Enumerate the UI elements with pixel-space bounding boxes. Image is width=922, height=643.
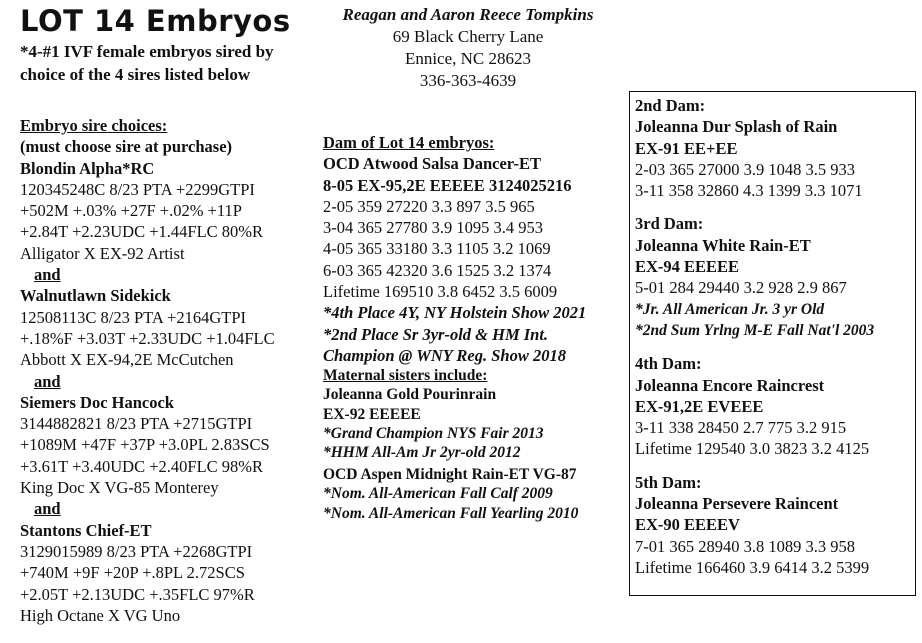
sire-info-line: +.18%F +3.03T +2.33UDC +1.04FLC — [20, 328, 275, 348]
pedigree-classification: EX-91 EE+EE — [635, 138, 738, 158]
sire-name: Stantons Chief-ET — [20, 520, 152, 540]
dam-honor: *2nd Place Sr 3yr-old & HM Int. — [323, 324, 549, 344]
pedigree-heading: 2nd Dam: — [635, 96, 706, 115]
sire-choices-heading: Embryo sire choices: — [20, 116, 168, 135]
dam-classification: 8-05 EX-95,2E EEEEE 3124025216 — [323, 175, 572, 195]
sire-info-line: +2.84T +2.23UDC +1.44FLC 80%R — [20, 222, 264, 242]
pedigree-record: 3-11 358 32860 4.3 1399 3.3 1071 — [635, 181, 863, 201]
sire-name: Siemers Doc Hancock — [20, 392, 174, 412]
sire-info-line: King Doc X VG-85 Monterey — [20, 478, 219, 498]
and-separator: and — [34, 499, 61, 519]
seller-address-line-1: 69 Black Cherry Lane — [392, 27, 544, 46]
pedigree-name: Joleanna Encore Raincrest — [635, 375, 825, 395]
sire-info-line: +1089M +47F +37P +3.0PL 2.83SCS — [20, 435, 270, 455]
maternal-sisters-heading: Maternal sisters include: — [323, 367, 488, 385]
sire-info-line: +740M +9F +20P +.8PL 2.72SCS — [20, 563, 245, 583]
sire-info-line: 3144882821 8/23 PTA +2715GTPI — [20, 414, 253, 434]
sire-name: Blondin Alpha*RC — [20, 158, 155, 178]
dam-name: OCD Atwood Salsa Dancer-ET — [323, 154, 542, 174]
pedigree-name: Joleanna White Rain-ET — [635, 235, 811, 255]
pedigree-box — [629, 91, 916, 596]
pedigree-record: 7-01 365 28940 3.8 1089 3.3 958 — [635, 536, 855, 556]
pedigree-classification: EX-90 EEEEV — [635, 515, 740, 535]
sister-honor: *Grand Champion NYS Fair 2013 — [323, 424, 544, 442]
pedigree-section-5th-dam — [635, 472, 915, 578]
sire-info-line: +502M +.03% +27F +.02% +11P — [20, 201, 242, 221]
pedigree-classification: EX-94 EEEEE — [635, 257, 740, 277]
pedigree-record: Lifetime 129540 3.0 3823 3.2 4125 — [635, 439, 870, 459]
dam-record: 3-04 365 27780 3.9 1095 3.4 953 — [323, 218, 543, 238]
seller-address-line-2: Ennice, NC 28623 — [404, 49, 532, 68]
sire-choices-note: (must choose sire at purchase) — [20, 137, 233, 157]
dam-record: 4-05 365 33180 3.3 1105 3.2 1069 — [323, 239, 551, 259]
sire-choices-column — [20, 115, 320, 626]
dam-record: 2-05 359 27220 3.3 897 3.5 965 — [323, 196, 535, 216]
pedigree-name: Joleanna Persevere Raincent — [635, 494, 839, 514]
sister-classification: EX-92 EEEEE — [323, 405, 421, 423]
dam-record: 6-03 365 42320 3.6 1525 3.2 1374 — [323, 260, 552, 280]
lot-title: LOT 14 Embryos — [20, 4, 291, 38]
sister-honor: *Nom. All-American Fall Yearling 2010 — [323, 504, 579, 522]
sister-name: Joleanna Gold Pourinrain — [323, 386, 497, 404]
sister-honor: *HHM All-Am Jr 2yr-old 2012 — [323, 444, 521, 462]
and-separator: and — [34, 371, 61, 391]
sire-info-line: 3129015989 8/23 PTA +2268GTPI — [20, 541, 253, 561]
pedigree-record: Lifetime 166460 3.9 6414 3.2 5399 — [635, 557, 870, 577]
pedigree-honor: *Jr. All American Jr. 3 yr Old — [635, 300, 825, 318]
sire-info-line: 120345248C 8/23 PTA +2299GTPI — [20, 179, 255, 199]
pedigree-honor: *2nd Sum Yrlng M-E Fall Nat'l 2003 — [635, 321, 875, 339]
seller-name: Reagan and Aaron Reece Tompkins — [342, 5, 594, 24]
sire-info-line: +3.61T +3.40UDC +2.40FLC 98%R — [20, 456, 264, 476]
lot-subtitle: *4-#1 IVF female embryos sired by choice of the 4 sires listed below — [20, 42, 274, 84]
pedigree-heading: 5th Dam: — [635, 472, 702, 492]
pedigree-name: Joleanna Dur Splash of Rain — [635, 117, 838, 137]
sire-name: Walnutlawn Sidekick — [20, 286, 171, 306]
pedigree-heading: 3rd Dam: — [635, 214, 704, 234]
sister-name: OCD Aspen Midnight Rain-ET VG-87 — [323, 466, 577, 484]
seller-header — [318, 4, 618, 92]
sire-info-line: Abbott X EX-94,2E McCutchen — [20, 350, 234, 370]
dam-honor: Champion @ WNY Reg. Show 2018 — [323, 345, 566, 365]
pedigree-record: 5-01 284 29440 3.2 928 2.9 867 — [635, 278, 847, 298]
pedigree-record: 2-03 365 27000 3.9 1048 3.5 933 — [635, 159, 855, 179]
dam-record: Lifetime 169510 3.8 6452 3.5 6009 — [323, 282, 558, 302]
and-separator: and — [34, 265, 61, 285]
sire-info-line: 12508113C 8/23 PTA +2164GTPI — [20, 307, 247, 327]
seller-phone: 336-363-4639 — [419, 71, 517, 90]
sire-info-line: Alligator X EX-92 Artist — [20, 243, 185, 263]
pedigree-section-3rd-dam — [635, 213, 915, 341]
dam-honor: *4th Place 4Y, NY Holstein Show 2021 — [323, 303, 587, 323]
dam-column — [323, 132, 625, 523]
dam-heading: Dam of Lot 14 embryos: — [323, 133, 495, 152]
sire-info-line: High Octane X VG Uno — [20, 605, 181, 625]
sire-info-line: +2.05T +2.13UDC +.35FLC 97%R — [20, 584, 255, 604]
pedigree-section-2nd-dam — [635, 95, 915, 201]
pedigree-section-4th-dam — [635, 353, 915, 459]
pedigree-record: 3-11 338 28450 2.7 775 3.2 915 — [635, 418, 847, 438]
pedigree-heading: 4th Dam: — [635, 354, 702, 374]
pedigree-classification: EX-91,2E EVEEE — [635, 396, 764, 416]
sister-honor: *Nom. All-American Fall Calf 2009 — [323, 485, 553, 503]
